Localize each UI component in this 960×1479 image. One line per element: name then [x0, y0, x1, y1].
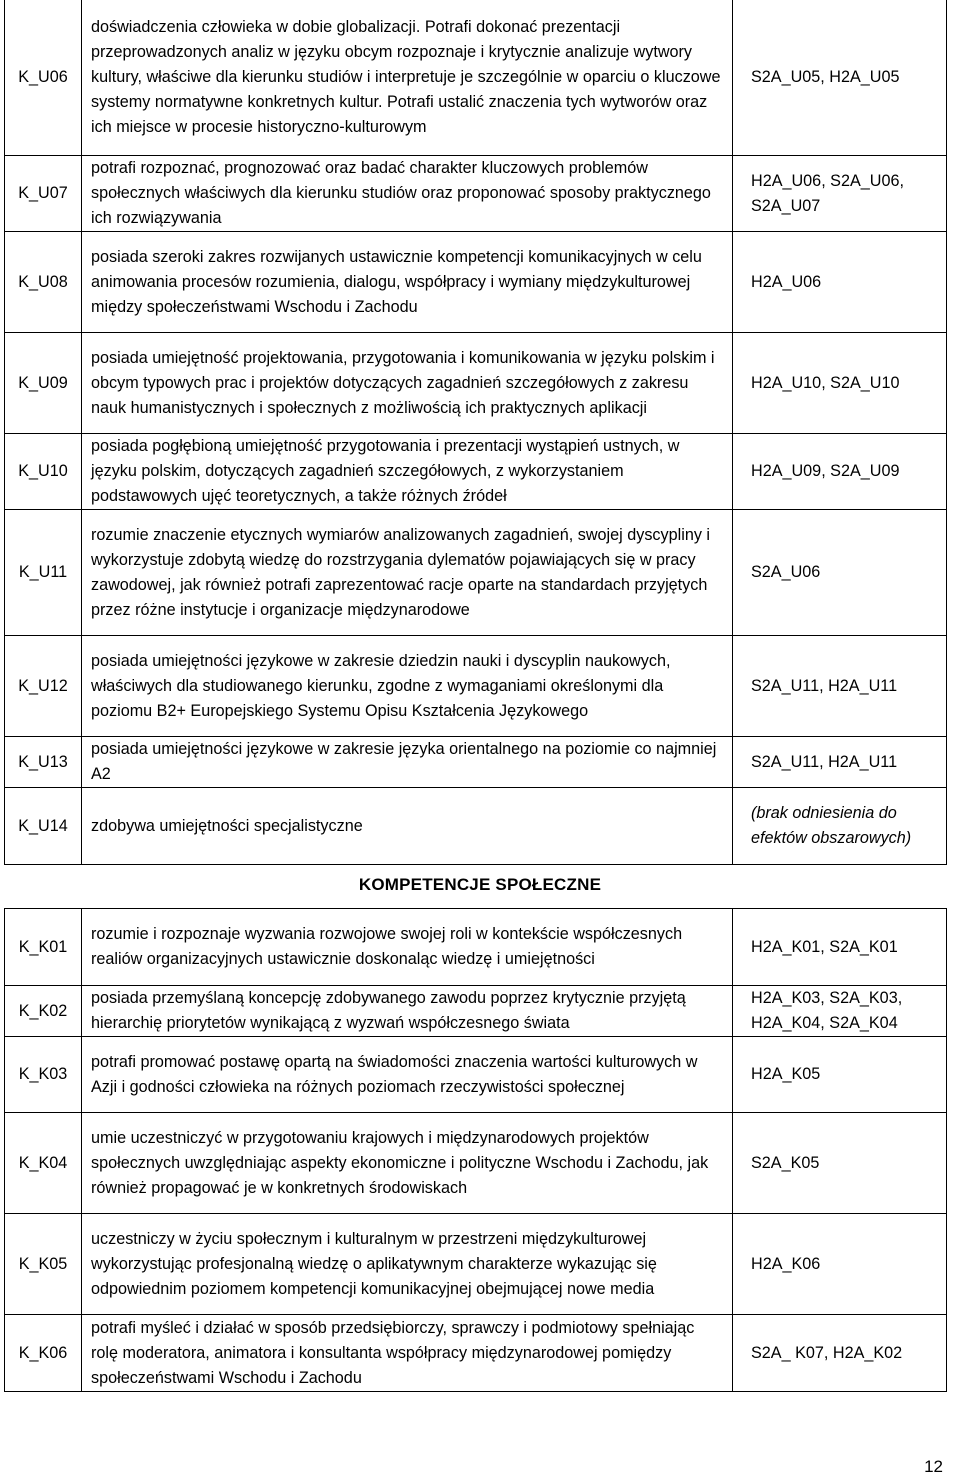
table-row — [5, 510, 947, 636]
outcome-reference: H2A_K06 — [733, 1214, 947, 1315]
table-row — [5, 434, 947, 510]
outcome-reference: S2A_ K07, H2A_K02 — [733, 1315, 947, 1392]
outcome-description: posiada umiejętności językowe w zakresie języka orientalnego na poziomie co najmniej A2 — [82, 737, 733, 788]
outcome-reference: H2A_K05 — [733, 1037, 947, 1113]
outcome-reference: S2A_U11, H2A_U11 — [733, 636, 947, 737]
outcome-code: K_U13 — [5, 737, 82, 788]
outcome-code: K_U09 — [5, 333, 82, 434]
outcome-code: K_U10 — [5, 434, 82, 510]
outcome-code: K_K02 — [5, 986, 82, 1037]
table-row — [5, 636, 947, 737]
table-row — [5, 0, 947, 156]
table-row — [5, 1113, 947, 1214]
table-row — [5, 909, 947, 986]
outcome-reference: H2A_U10, S2A_U10 — [733, 333, 947, 434]
outcome-description: potrafi promować postawę opartą na świadomości znaczenia wartości kulturowych w Azji i godności człowieka na różnych poziomach rzeczywistości społecznej — [82, 1037, 733, 1113]
outcome-description: doświadczenia człowieka w dobie globalizacji. Potrafi dokonać prezentacji przeprowadzonych analiz w języku obcym rozpoznaje i krytycznie analizuje wytwory kultury, właściwe dla kierunku studiów i interpretuje je szczególnie w oparciu o kluczowe systemy normatywne konkretnych kultur. Potrafi ustalić znaczenia tych wytworów oraz ich miejsce w procesie historyczno-kulturowym — [82, 0, 733, 156]
outcome-reference: (brak odniesienia do efektów obszarowych) — [733, 788, 947, 865]
outcome-code: K_K06 — [5, 1315, 82, 1392]
outcome-reference: H2A_U06, S2A_U06, S2A_U07 — [733, 156, 947, 232]
table-row — [5, 788, 947, 865]
outcome-reference: H2A_K01, S2A_K01 — [733, 909, 947, 986]
outcome-code: K_U12 — [5, 636, 82, 737]
outcome-reference: S2A_U06 — [733, 510, 947, 636]
outcome-description: posiada przemyślaną koncepcję zdobywanego zawodu poprzez krytycznie przyjętą hierarchię priorytetów wynikającą z wyzwań współczesnego świata — [82, 986, 733, 1037]
table-row — [5, 1315, 947, 1392]
outcome-reference: S2A_U11, H2A_U11 — [733, 737, 947, 788]
outcome-code: K_U14 — [5, 788, 82, 865]
outcome-description: umie uczestniczyć w przygotowaniu krajowych i międzynarodowych projektów społecznych uwzględniając aspekty ekonomiczne i polityczne Wschodu i Zachodu, jak również propagować je w konkretnych środowiskach — [82, 1113, 733, 1214]
table-row — [5, 737, 947, 788]
outcome-description: posiada umiejętność projektowania, przygotowania i komunikowania w języku polskim i obcym typowych prac i projektów dotyczących zagadnień szczegółowych z zakresu nauk humanistycznych i społecznych z możliwością ich praktycznych aplikacji — [82, 333, 733, 434]
outcome-description: rozumie znaczenie etycznych wymiarów analizowanych zagadnień, swojej dyscypliny i wykorzystuje zdobytą wiedzę do rozstrzygania dylematów pojawiających się w pracy zawodowej, jak również potrafi zaprezentować racje oparte na standardach przyjętych przez różne instytucje i organizacje międzynarodowe — [82, 510, 733, 636]
outcome-reference: H2A_U06 — [733, 232, 947, 333]
outcome-description: potrafi rozpoznać, prognozować oraz badać charakter kluczowych problemów społecznych właściwych dla kierunku studiów oraz proponować sposoby praktycznego ich rozwiązywania — [82, 156, 733, 232]
outcome-code: K_K01 — [5, 909, 82, 986]
outcome-description: rozumie i rozpoznaje wyzwania rozwojowe swojej roli w kontekście współczesnych realiów organizacyjnych ustawicznie doskonaląc wiedzę i umiejętności — [82, 909, 733, 986]
learning-outcomes-social-competences-table — [4, 908, 947, 1392]
outcome-description: posiada umiejętności językowe w zakresie dziedzin nauki i dyscyplin naukowych, właściwych dla studiowanego kierunku, zgodne z wymaganiami określonymi dla poziomu B2+ Europejskiego Systemu Opisu Kształcenia Językowego — [82, 636, 733, 737]
outcome-reference: H2A_K03, S2A_K03, H2A_K04, S2A_K04 — [733, 986, 947, 1037]
outcome-code: K_K04 — [5, 1113, 82, 1214]
outcome-code: K_U08 — [5, 232, 82, 333]
outcome-description: posiada pogłębioną umiejętność przygotowania i prezentacji wystąpień ustnych, w języku polskim, dotyczących zagadnień szczegółowych, z wykorzystaniem podstawowych ujęć teoretycznych, a także różnych źródeł — [82, 434, 733, 510]
outcome-description: zdobywa umiejętności specjalistyczne — [82, 788, 733, 865]
page-number: 12 — [924, 1457, 943, 1476]
skills-table-body — [5, 0, 947, 865]
outcome-description: posiada szeroki zakres rozwijanych ustawicznie kompetencji komunikacyjnych w celu animowania procesów rozumienia, dialogu, współpracy i wymiany międzykulturowej między społeczeństwami Wschodu i Zachodu — [82, 232, 733, 333]
table-row — [5, 333, 947, 434]
outcome-description: potrafi myśleć i działać w sposób przedsiębiorczy, sprawczy i podmiotowy spełniając rolę moderatora, animatora i konsultanta współpracy międzynarodowej pomiędzy społeczeństwami Wschodu i Zachodu — [82, 1315, 733, 1392]
table-row — [5, 1037, 947, 1113]
outcome-code: K_U07 — [5, 156, 82, 232]
learning-outcomes-skills-table — [4, 0, 947, 865]
outcome-code: K_U06 — [5, 0, 82, 156]
table-row — [5, 156, 947, 232]
outcome-reference: S2A_U05, H2A_U05 — [733, 0, 947, 156]
table-row — [5, 986, 947, 1037]
social-competences-table-body — [5, 909, 947, 1392]
section-heading: KOMPETENCJE SPOŁECZNE — [358, 875, 602, 894]
outcome-description: uczestniczy w życiu społecznym i kulturalnym w przestrzeni międzykulturowej wykorzystując profesjonalną wiedzę o aplikatywnym charakterze wykazując się odpowiednim poziomem kompetencji komunikacyjnej obejmującej nowe media — [82, 1214, 733, 1315]
table-row — [5, 232, 947, 333]
table-row — [5, 1214, 947, 1315]
outcome-code: K_K03 — [5, 1037, 82, 1113]
outcome-code: K_K05 — [5, 1214, 82, 1315]
outcome-reference: S2A_K05 — [733, 1113, 947, 1214]
outcome-code: K_U11 — [5, 510, 82, 636]
outcome-reference: H2A_U09, S2A_U09 — [733, 434, 947, 510]
